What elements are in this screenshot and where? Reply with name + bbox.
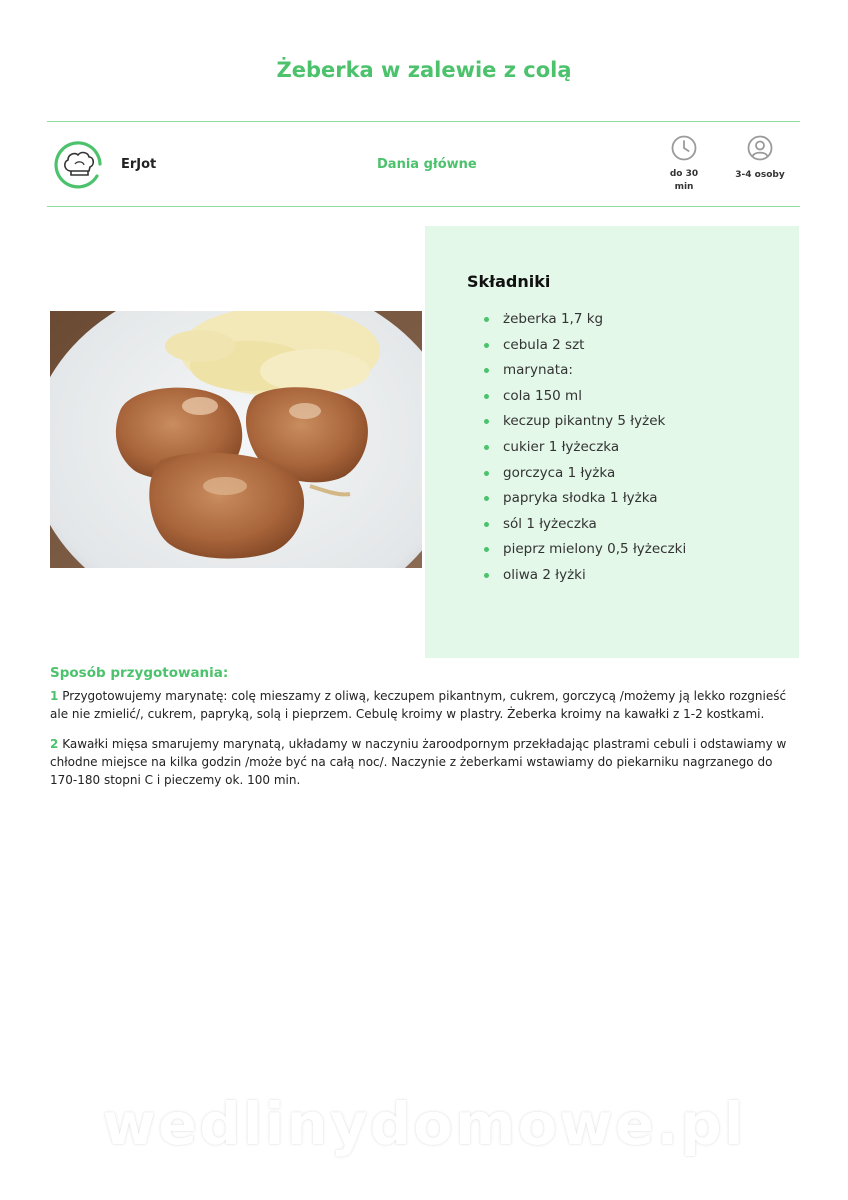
servings	[730, 134, 790, 182]
ingredient-item: marynata:	[503, 361, 686, 387]
user-icon	[746, 134, 774, 162]
ingredient-item: oliwa 2 łyżki	[503, 566, 686, 592]
ingredients-heading: Składniki	[467, 272, 551, 291]
chef-hat-icon	[53, 138, 105, 190]
ingredient-item: cebula 2 szt	[503, 336, 686, 362]
method-heading: Sposób przygotowania:	[50, 665, 229, 681]
recipe-info-bar	[47, 121, 800, 207]
ingredient-item: gorczyca 1 łyżka	[503, 464, 686, 490]
ingredient-item: żeberka 1,7 kg	[503, 310, 686, 336]
method-step	[50, 687, 800, 723]
step-text: Kawałki mięsa smarujemy marynatą, układamy w naczyniu żaroodpornym przekładając plastrami cebuli i odstawiamy w chłodne miejsce na kilka godzin /może być na całą noc/. Naczynie z żeberkami wstawiamy do piekarniku nagrzanego do 170-180 stopni C i pieczemy ok. 100 min.	[50, 737, 787, 787]
clock-icon	[670, 134, 698, 162]
step-text: Przygotowujemy marynatę: colę mieszamy z oliwą, keczupem pikantnym, cukrem, gorczycą /możemy ją lekko rozgnieść ale nie zmielić/, cukrem, papryką, solą i pieprzem. Cebulę kroimy w plastry. Żeberka kroimy na kawałki z 1-2 kostkami.	[50, 689, 787, 721]
ingredient-item: sól 1 łyżeczka	[503, 515, 686, 541]
method-section	[50, 665, 800, 801]
author-name: ErJot	[121, 157, 157, 172]
ingredient-item: cola 150 ml	[503, 387, 686, 413]
ingredient-item: cukier 1 łyżeczka	[503, 438, 686, 464]
prep-time-value: do 30 min	[669, 169, 699, 192]
step-number: 2	[50, 737, 59, 751]
step-number: 1	[50, 689, 59, 703]
ingredients-list	[503, 310, 686, 592]
recipe-photo	[50, 311, 422, 568]
ingredient-item: pieprz mielony 0,5 łyżeczki	[503, 540, 686, 566]
ingredient-item: papryka słodka 1 łyżka	[503, 489, 686, 515]
ingredient-item: keczup pikantny 5 łyżek	[503, 412, 686, 438]
ingredients-panel	[425, 226, 799, 658]
category-link[interactable]: Dania główne	[377, 157, 477, 172]
servings-value: 3-4 osoby	[735, 170, 785, 180]
method-step	[50, 735, 800, 789]
prep-time	[659, 134, 709, 194]
recipe-title: Żeberka w zalewie z colą	[276, 58, 572, 82]
watermark: wedlinydomowe.pl	[102, 1090, 746, 1158]
